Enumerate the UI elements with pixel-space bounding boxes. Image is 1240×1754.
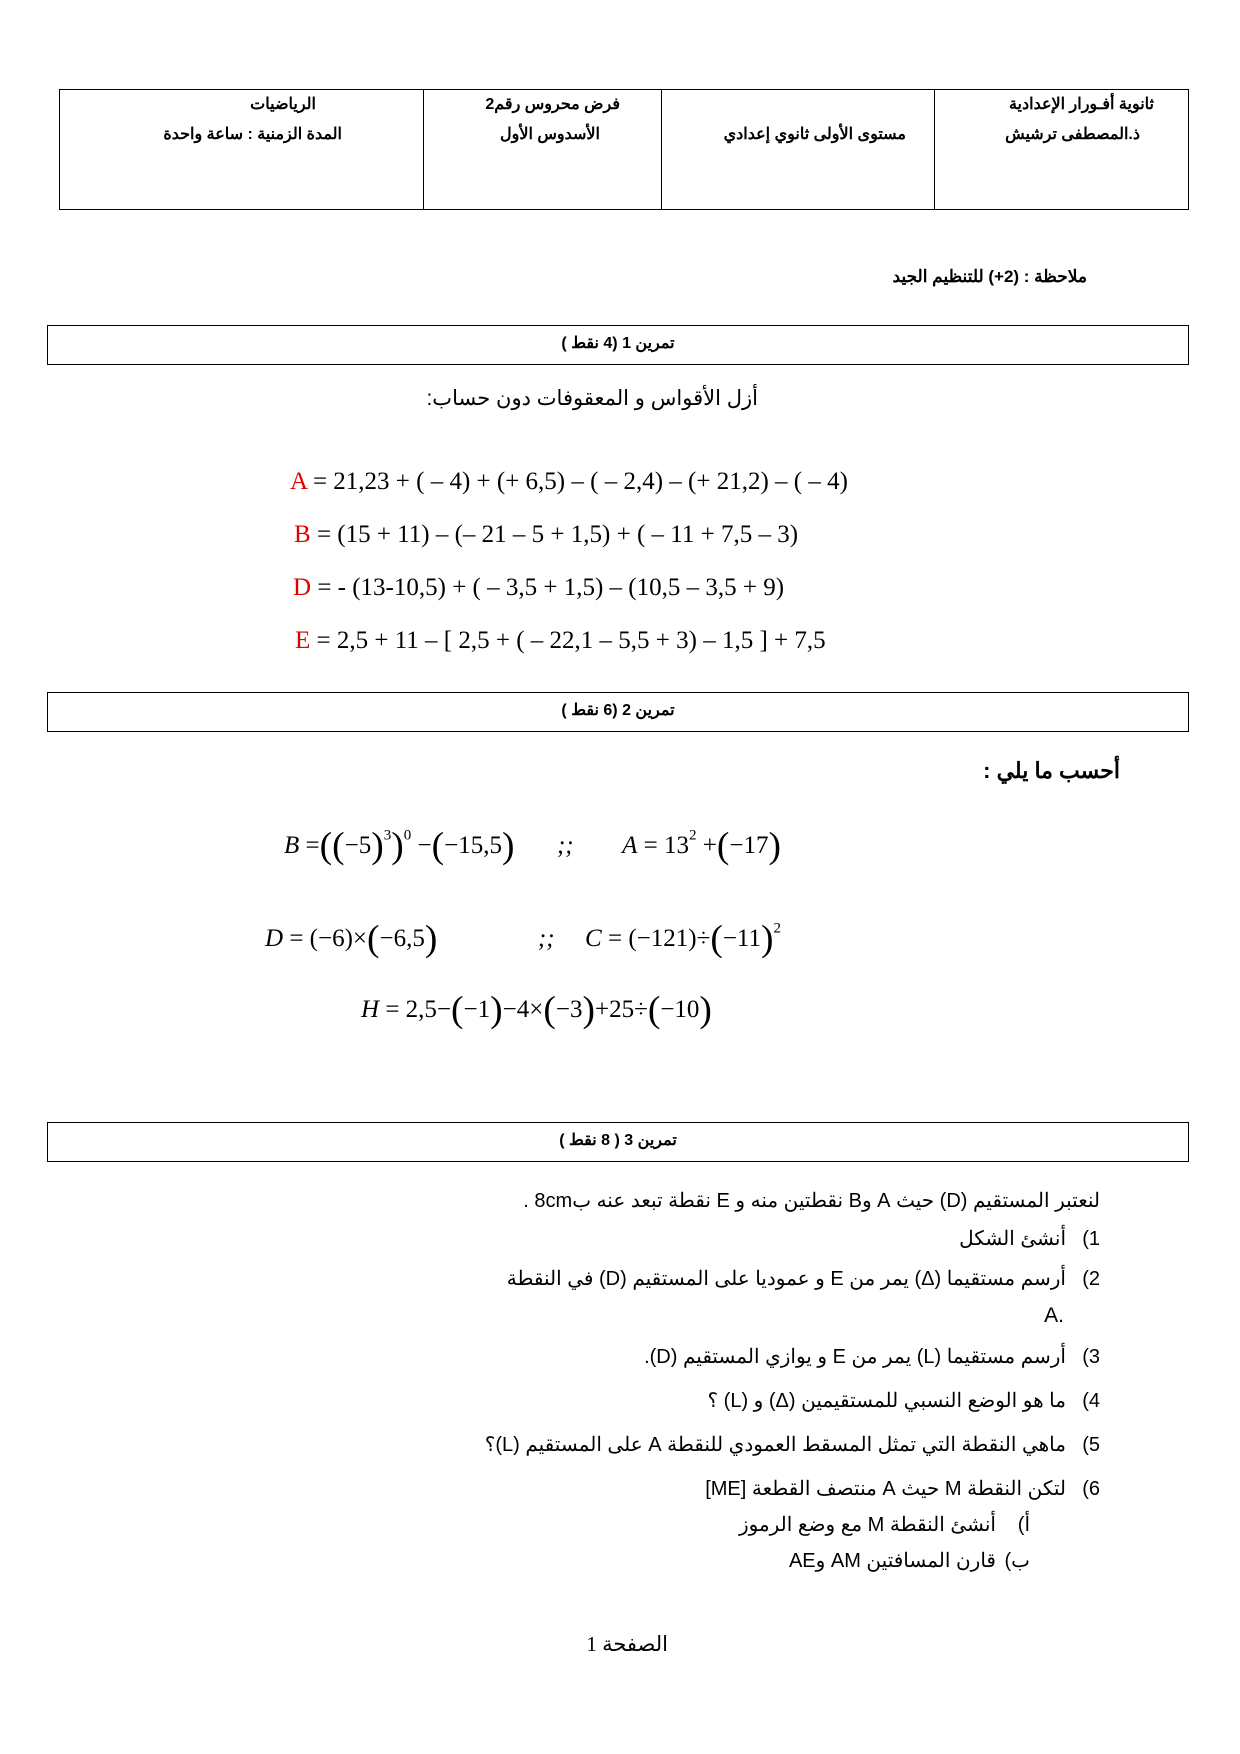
- math-H-v3: −10: [660, 996, 700, 1023]
- exercise3-item-6: [705, 1476, 1100, 1501]
- exercise1-instruction: أزل الأقواس و المعقوفات دون حساب:: [426, 387, 758, 410]
- expression-A: [290, 468, 848, 496]
- expression-E: [295, 627, 826, 655]
- math-sep-1: ;;: [556, 832, 574, 859]
- organization-note: ملاحظة : (2+) للتنظيم الجيد: [892, 267, 1087, 286]
- exercise3-item-5: [485, 1432, 1100, 1457]
- math-H-v2: −3: [555, 996, 583, 1023]
- exercise3-item-1: [959, 1226, 1100, 1251]
- expression-E-label: E: [295, 627, 311, 654]
- subitem-a-text: أنشئ النقطة M مع وضع الرموز: [738, 1514, 996, 1536]
- expression-A-body: = 21,23 + ( – 4) + (+ 6,5) – ( – 2,4) – (+ 21,2) – ( – 4): [306, 468, 848, 495]
- exercise3-item-2: [507, 1266, 1100, 1291]
- math-C-left: (−121): [628, 925, 697, 952]
- subitem-b-number: ب): [1004, 1550, 1030, 1572]
- expression-B-label: B: [294, 521, 311, 548]
- header-cell-level: [661, 90, 934, 209]
- subitem-b-text: قارن المسافتين AM وAE: [788, 1550, 996, 1572]
- item-4-number: 4): [1082, 1390, 1100, 1412]
- math-A-base: 13: [664, 832, 690, 859]
- item-5-text: ماهي النقطة التي تمثل المسقط العمودي للنقطة A على المستقيم (L)؟: [484, 1434, 1066, 1456]
- math-C-eq: =: [607, 925, 623, 952]
- semester-text: الأسدوس الأول: [500, 126, 600, 143]
- math-H-times: ×: [529, 996, 544, 1023]
- math-D-val: −6,5: [379, 925, 425, 952]
- expression-D: [293, 574, 784, 602]
- math-A-eq: =: [643, 832, 658, 859]
- header-cell-school: [934, 90, 1188, 209]
- math-C-div: ÷: [696, 925, 711, 952]
- math-D-eq: =: [289, 925, 304, 952]
- math-A-plus: +: [702, 832, 717, 859]
- math-B-exp-inner: 3: [383, 827, 392, 844]
- expression-D-body: = - (13-10,5) + ( – 3,5 + 1,5) – (10,5 – 3,5 + 9): [311, 574, 785, 601]
- math-H-div: ÷: [634, 996, 648, 1023]
- item-1-text: أنشئ الشكل: [959, 1228, 1066, 1250]
- math-H-eq: =: [385, 996, 400, 1023]
- subject-text: الرياضيات: [250, 96, 316, 113]
- header-cell-exam: [423, 90, 661, 209]
- exam-title: فرض محروس رقم2: [485, 96, 620, 113]
- math-H-t2: 4: [516, 996, 530, 1023]
- page-number: الصفحة 1: [586, 1632, 668, 1656]
- exercise3-subitem-a: [739, 1512, 1030, 1537]
- math-D-var: D: [265, 925, 284, 952]
- exercise2-instruction: أحسب ما يلي :: [983, 758, 1120, 783]
- math-H-plus: +: [594, 996, 610, 1023]
- exercise2-title: تمرين 2 (6 نقط ): [47, 692, 1189, 732]
- header-cell-subject: [60, 90, 423, 209]
- math-H-t3: 25: [609, 996, 635, 1023]
- math-C-exp: 2: [773, 920, 781, 937]
- exercise3-intro: لنعتبر المستقيم (D) حيث A وB نقطتين منه و E نقطة تبعد عنه ب8cm .: [523, 1190, 1100, 1212]
- math-line-B-A: $B =((-5)^3)^0 -(-15,5)$ ;; $A = 13^2 +(-17)$: [284, 825, 781, 867]
- math-H-v1: −1: [463, 996, 491, 1023]
- exercise3-item-3: [644, 1344, 1100, 1369]
- school-name: ثانوية أفـورار الإعدادية: [1008, 96, 1154, 113]
- math-A-exp: 2: [689, 827, 697, 844]
- math-B-base: −5: [344, 832, 372, 859]
- level-text: مستوى الأولى ثانوي إعدادي: [723, 126, 906, 143]
- exercise3-item-4: [707, 1388, 1100, 1413]
- math-line-H: H = 2,5−(−1)−4×(−3)+25÷(−10): [361, 989, 712, 1031]
- math-B-var: B: [284, 832, 300, 859]
- item-3-number: 3): [1082, 1346, 1100, 1368]
- expression-A-label: A: [290, 468, 307, 495]
- math-H-minus2: −: [502, 996, 517, 1023]
- math-sep-2: ;;: [537, 925, 555, 952]
- expression-D-label: D: [293, 574, 312, 601]
- item-6-number: 6): [1082, 1478, 1100, 1500]
- math-A-var: A: [622, 832, 638, 859]
- exercise3-title: تمرين 3 ( 8 نقط ): [47, 1122, 1189, 1162]
- math-H-minus1: −: [436, 996, 452, 1023]
- math-C-val: −11: [722, 925, 761, 952]
- math-B-minus: −: [417, 832, 432, 859]
- math-H-var: H: [361, 996, 380, 1023]
- math-A-val: −17: [729, 832, 769, 859]
- exercise3-subitem-b: [789, 1548, 1030, 1573]
- header-table: [59, 89, 1189, 210]
- duration-text: المدة الزمنية : ساعة واحدة: [163, 126, 342, 143]
- math-D-left: (−6): [309, 925, 353, 952]
- expression-B: [294, 521, 798, 549]
- item-3-text: أرسم مستقيما (L) يمر من E و يوازي المستقيم (D).: [644, 1346, 1066, 1368]
- math-line-D-C: D = (−6)×(−6,5) ;; $C = (-121)\div(-11)^2$: [265, 918, 781, 960]
- math-B-exp-outer: 0: [403, 827, 412, 844]
- math-B-eq: =: [305, 832, 320, 859]
- expression-B-body: = (15 + 11) – (– 21 – 5 + 1,5) + ( – 11 + 7,5 – 3): [310, 521, 799, 548]
- subitem-a-number: أ): [1017, 1514, 1030, 1536]
- item-5-number: 5): [1082, 1434, 1100, 1456]
- item-2-number: 2): [1082, 1268, 1100, 1290]
- math-H-t1: 2,5: [405, 996, 437, 1023]
- teacher-name: ذ.المصطفى ترشيش: [1005, 126, 1140, 143]
- math-C-var: C: [585, 925, 602, 952]
- item-1-number: 1): [1082, 1228, 1100, 1250]
- exercise1-title: تمرين 1 (4 نقط ): [47, 325, 1189, 365]
- item-2-text: أرسم مستقيما (Δ) يمر من E و عموديا على المستقيم (D) في النقطة: [506, 1268, 1066, 1290]
- item-6-text: لتكن النقطة M حيث A منتصف القطعة [ME]: [705, 1478, 1066, 1500]
- exercise3-item-2-cont: .A: [1044, 1304, 1064, 1327]
- expression-E-body: = 2,5 + 11 – [ 2,5 + ( – 22,1 – 5,5 + 3) – 1,5 ] + 7,5: [310, 627, 826, 654]
- math-B-val: −15,5: [444, 832, 502, 859]
- math-D-times: ×: [352, 925, 368, 952]
- item-4-text: ما هو الوضع النسبي للمستقيمين (Δ) و (L) ؟: [707, 1390, 1066, 1412]
